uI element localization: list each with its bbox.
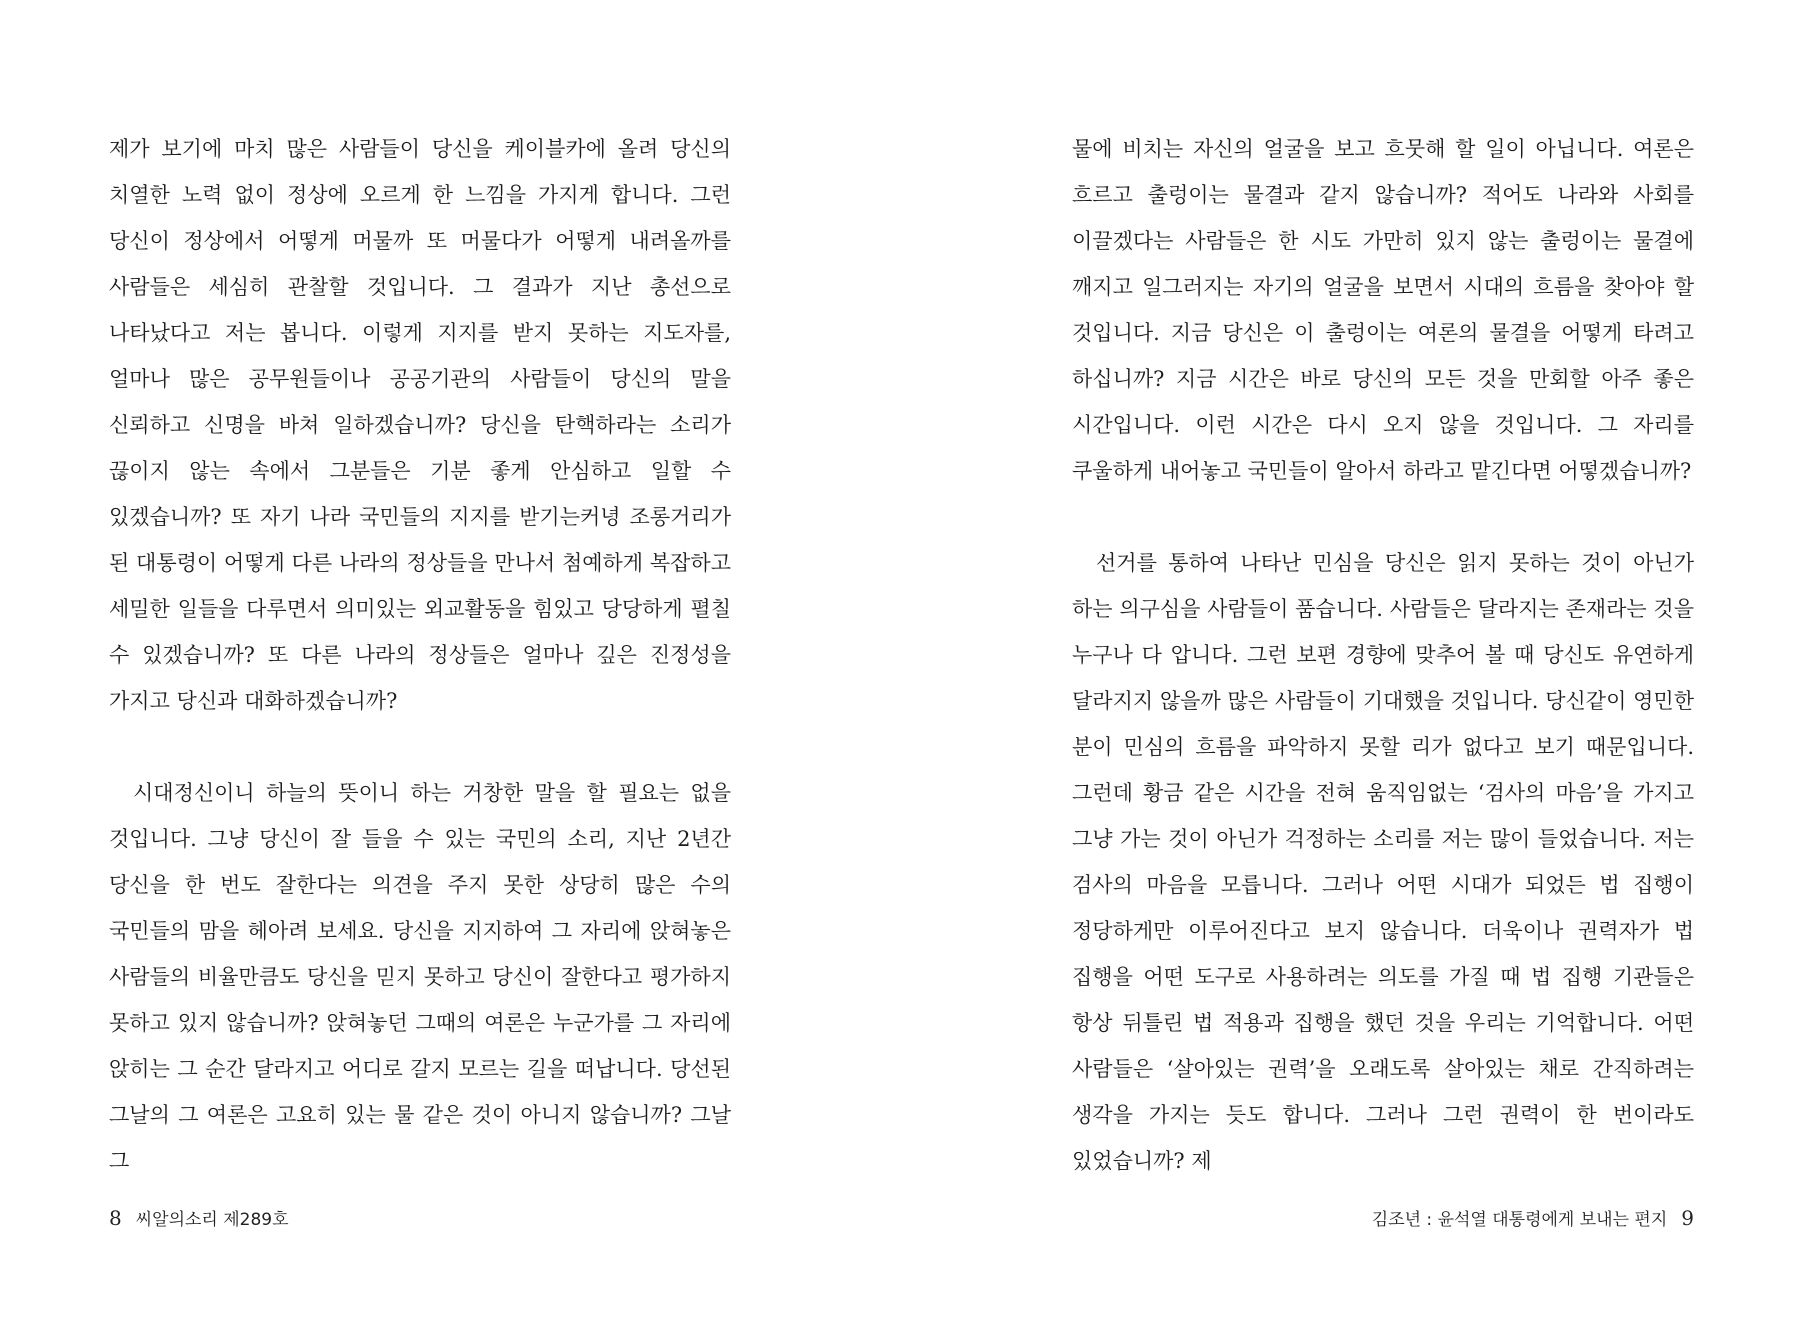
- paragraph-gap: [109, 724, 731, 770]
- left-page: [0, 0, 897, 1329]
- running-title-right: 김조년 : 윤석열 대통령에게 보내는 편지: [1371, 1210, 1668, 1230]
- left-body-text: [109, 126, 731, 1184]
- left-footer: [109, 1207, 289, 1231]
- page-number-right: 9: [1681, 1206, 1694, 1230]
- right-page: [898, 0, 1795, 1329]
- right-paragraph-1: 물에 비치는 자신의 얼굴을 보고 흐뭇해 할 일이 아닙니다. 여론은 흐르고 출렁이는 물결과 같지 않습니까? 적어도 나라와 사회를 이끌겠다는 사람들은 한 시도 가만히 있지 않는 출렁이는 물결에 깨지고 일그러지는 자기의 얼굴을 보면서 시대의 흐름을 찾아야 할 것입니다. 지금 당신은 이 출렁이는 여론의 물결을 어떻게 타려고 하십니까? 지금 시간은 바로 당신의 모든 것을 만회할 아주 좋은 시간입니다. 이런 시간은 다시 오지 않을 것입니다. 그 자리를 쿠울하게 내어놓고 국민들이 알아서 하라고 맡긴다면 어떻겠습니까?: [1072, 137, 1694, 483]
- left-paragraph-1: 제가 보기에 마치 많은 사람들이 당신을 케이블카에 올려 당신의 치열한 노력 없이 정상에 오르게 한 느낌을 가지게 합니다. 그런 당신이 정상에서 어떻게 머물까 또 머물다가 어떻게 내려올까를 사람들은 세심히 관찰할 것입니다. 그 결과가 지난 총선으로 나타났다고 저는 봅니다. 이렇게 지지를 받지 못하는 지도자를, 얼마나 많은 공무원들이나 공공기관의 사람들이 당신의 말을 신뢰하고 신명을 바쳐 일하겠습니까? 당신을 탄핵하라는 소리가 끊이지 않는 속에서 그분들은 기분 좋게 안심하고 일할 수 있겠습니까? 또 자기 나라 국민들의 지지를 받기는커녕 조롱거리가 된 대통령이 어떻게 다른 나라의 정상들을 만나서 첨예하게 복잡하고 세밀한 일들을 다루면서 의미있는 외교활동을 힘있고 당당하게 펼칠 수 있겠습니까? 또 다른 나라의 정상들은 얼마나 깊은 진정성을 가지고 당신과 대화하겠습니까?: [109, 137, 731, 713]
- left-paragraph-2: 시대정신이니 하늘의 뜻이니 하는 거창한 말을 할 필요는 없을 것입니다. 그냥 당신이 잘 들을 수 있는 국민의 소리, 지난 2년간 당신을 한 번도 잘한다는 의견을 주지 못한 상당히 많은 수의 국민들의 맘을 헤아려 보세요. 당신을 지지하여 그 자리에 앉혀놓은 사람들의 비율만큼도 당신을 믿지 못하고 당신이 잘한다고 평가하지 못하고 있지 않습니까? 앉혀놓던 그때의 여론은 누군가를 그 자리에 앉히는 그 순간 달라지고 어디로 갈지 모르는 길을 떠납니다. 당선된 그날의 그 여론은 고요히 있는 물 같은 것이 아니지 않습니까? 그날 그: [109, 781, 731, 1173]
- right-paragraph-2: 선거를 통하여 나타난 민심을 당신은 읽지 못하는 것이 아닌가 하는 의구심을 사람들이 품습니다. 사람들은 달라지는 존재라는 것을 누구나 다 압니다. 그런 보편 경향에 맞추어 볼 때 당신도 유연하게 달라지지 않을까 많은 사람들이 기대했을 것입니다. 당신같이 영민한 분이 민심의 흐름을 파악하지 못할 리가 없다고 보기 때문입니다. 그런데 황금 같은 시간을 전혀 움직임없는 ‘검사의 마음’을 가지고 그냥 가는 것이 아닌가 걱정하는 소리를 저는 많이 들었습니다. 저는 검사의 마음을 모릅니다. 그러나 어떤 시대가 되었든 법 집행이 정당하게만 이루어진다고 보지 않습니다. 더욱이나 권력자가 법 집행을 어떤 도구로 사용하려는 의도를 가질 때 법 집행 기관들은 항상 뒤틀린 법 적용과 집행을 했던 것을 우리는 기억합니다. 어떤 사람들은 ‘살아있는 권력’을 오래도록 살아있는 채로 간직하려는 생각을 가지는 듯도 합니다. 그러나 그런 권력이 한 번이라도 있었습니까? 제: [1072, 551, 1694, 1173]
- right-footer: [1372, 1207, 1694, 1231]
- page-number-left: 8: [109, 1206, 122, 1230]
- right-body-text: [1072, 126, 1694, 1184]
- running-title-left: 씨알의소리 제289호: [135, 1210, 289, 1230]
- paragraph-gap: [1072, 494, 1694, 540]
